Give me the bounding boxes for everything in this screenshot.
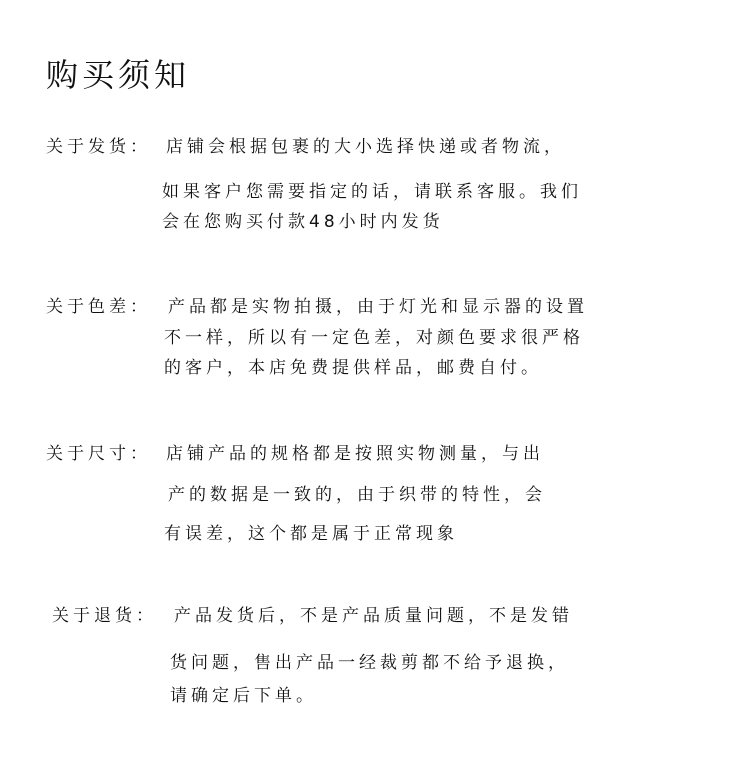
return-line-3: 请确定后下单。 <box>170 686 317 706</box>
size-line-3: 有误差，这个都是属于正常现象 <box>164 524 458 544</box>
color-line-2: 不一样，所以有一定色差，对颜色要求很严格 <box>164 328 584 348</box>
size-line-1: 店铺产品的规格都是按照实物测量，与出 <box>166 444 544 464</box>
shipping-line-2: 如果客户您需要指定的话，请联系客服。我们 <box>162 182 582 202</box>
return-line-2: 货问题，售出产品一经裁剪都不给予退换， <box>170 653 569 673</box>
return-label: 关于退货： <box>52 606 157 626</box>
color-line-1: 产品都是实物拍摄，由于灯光和显示器的设置 <box>168 297 588 317</box>
color-line-3: 的客户，本店免费提供样品，邮费自付。 <box>164 358 542 378</box>
shipping-line-1: 店铺会根据包裹的大小选择快递或者物流， <box>166 137 565 157</box>
return-line-1: 产品发货后，不是产品质量问题，不是发错 <box>174 606 573 626</box>
color-label: 关于色差： <box>46 297 151 317</box>
notice-title: 购买须知 <box>46 56 191 94</box>
size-label: 关于尺寸： <box>46 444 151 464</box>
shipping-line-3: 会在您购买付款48小时内发货 <box>162 212 444 232</box>
shipping-label: 关于发货： <box>46 137 151 157</box>
size-line-2: 产的数据是一致的，由于织带的特性，会 <box>168 485 546 505</box>
